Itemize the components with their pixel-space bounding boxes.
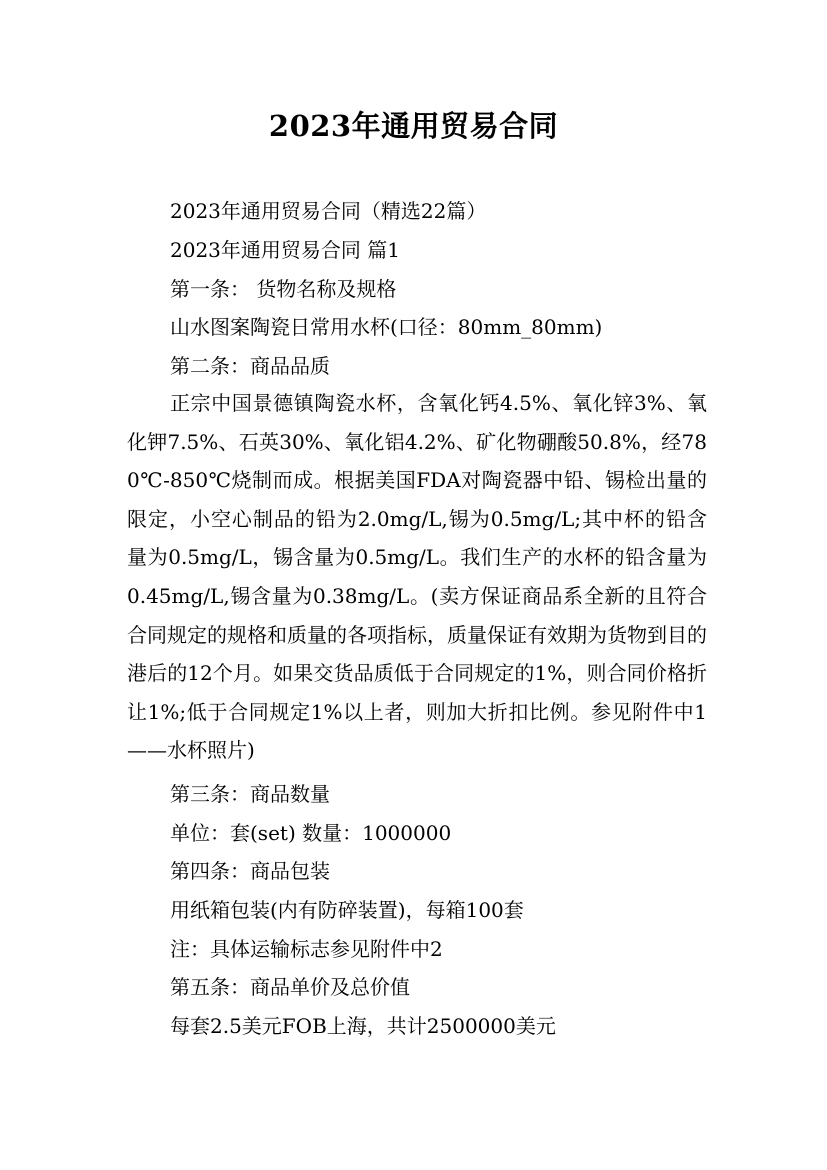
text-line: 注：具体运输标志参见附件中2 [170,937,443,961]
text-line: 每套2.5美元FOB上海，共计2500000美元 [170,1014,556,1038]
quality-paragraph: 正宗中国景德镇陶瓷水杯，含氧化钙4.5%、氧化锌3%、氧化钾7.5%、石英30%、氧化铝4.2%、矿化物硼酸50.8%，经780℃-850℃烧制而成。根据美国FDA对陶瓷器中铅、锡检出量的限定，小空心制品的铅为2.0mg/L,锡为0.5mg/L;其中杯的铅含量为0.5mg/L，锡含量为0.5mg/L。我们生产的水杯的铅含量为0.45mg/L,锡含量为0.38mg/L。(卖方保证商品系全新的且符合合同规定的规格和质量的各项指标，质量保证有效期为货物到目的港后的12个月。如果交货品质低于合同规定的1%，则合同价格折让1%;低于合同规定1%以上者，则加大折扣比例。参见附件中1——水杯照片) [127,391,707,763]
document-subtitle: 2023年通用贸易合同（精选22篇） [170,199,487,223]
page-title: 2023年通用贸易合同 [268,109,559,143]
article-heading: 第二条：商品品质 [170,354,330,378]
text-line: 单位：套(set) 数量：1000000 [170,821,452,845]
text-line: 用纸箱包装(内有防碎装置)，每箱100套 [170,898,524,922]
article-heading: 第一条： 货物名称及规格 [170,277,397,301]
quality-paragraph-block [127,384,707,770]
section-heading: 2023年通用贸易合同 篇1 [170,238,400,262]
article-heading: 第三条：商品数量 [170,782,330,806]
article-heading: 第五条：商品单价及总价值 [170,975,410,999]
article-heading: 第四条：商品包装 [170,859,330,883]
text-line: 山水图案陶瓷日常用水杯(口径：80mm_80mm) [170,315,603,339]
